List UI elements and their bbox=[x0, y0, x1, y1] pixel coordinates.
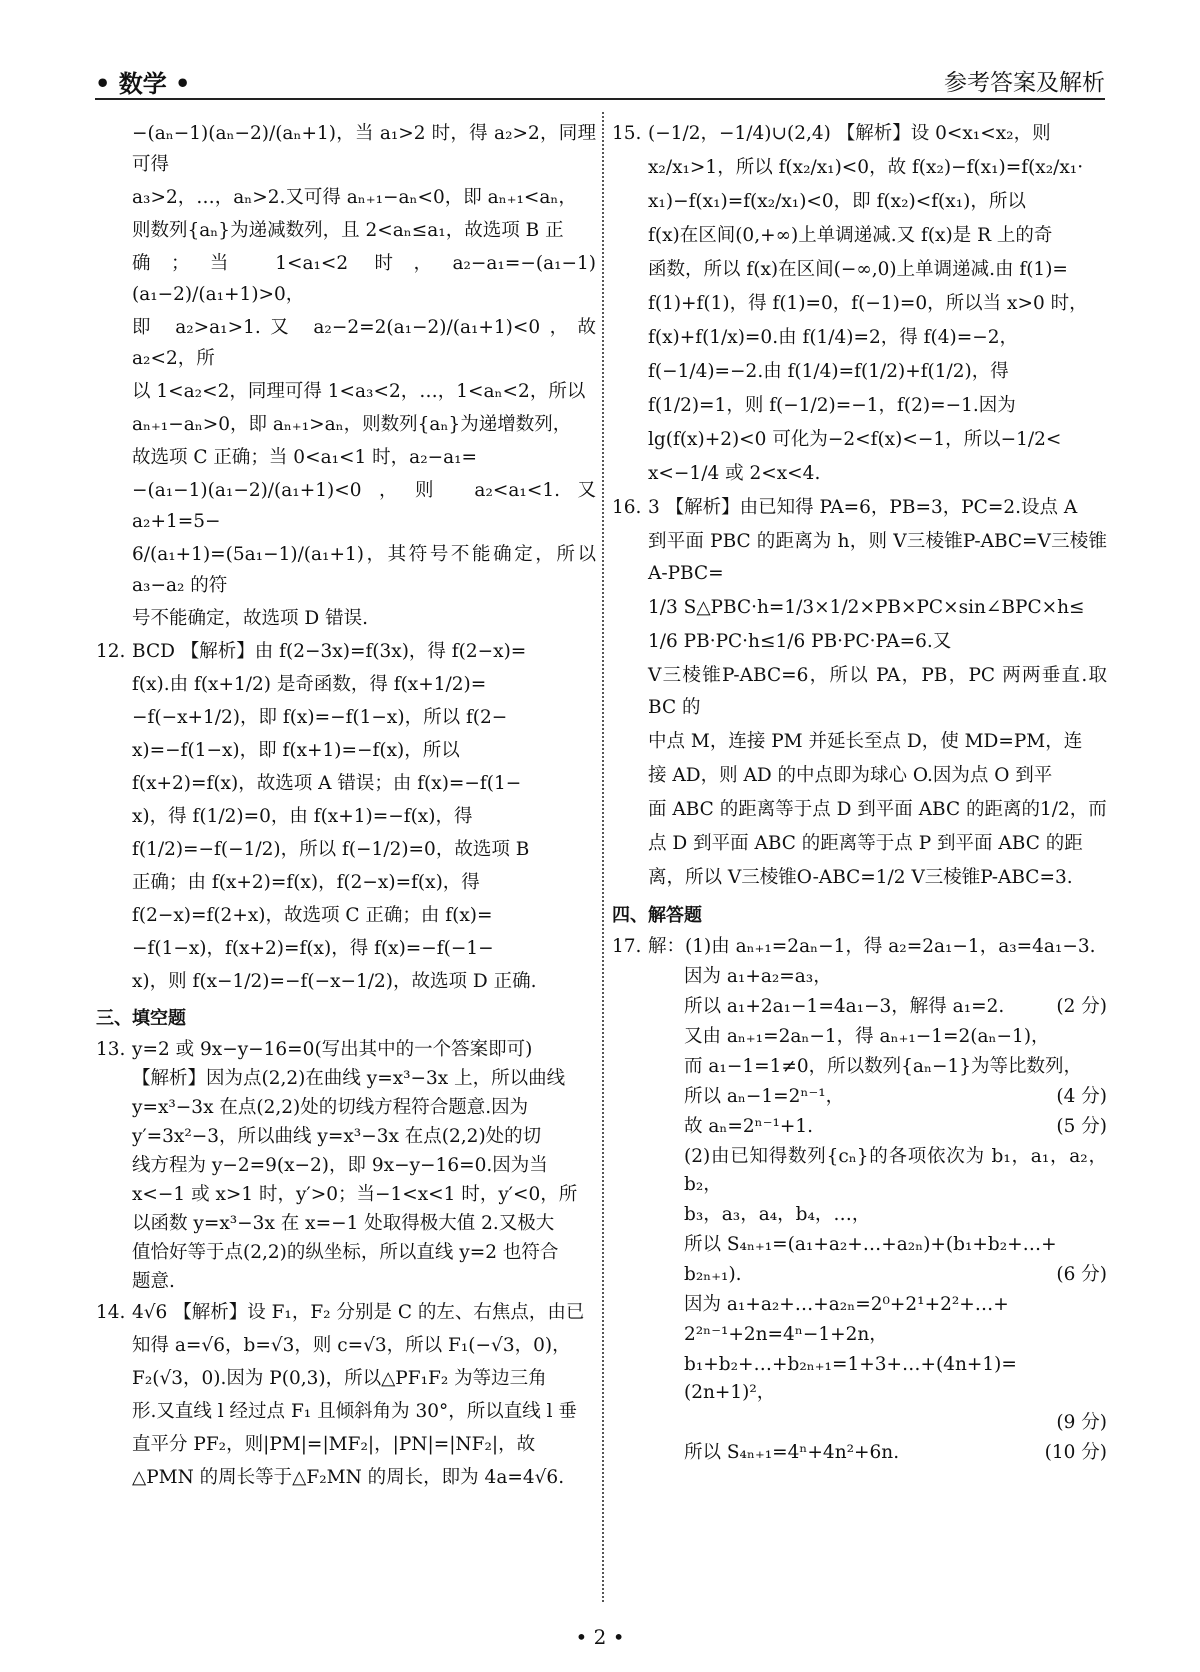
score-note: (6 分) bbox=[1056, 1264, 1107, 1285]
text-line: 1/6 PB·PC·h≤1/6 PB·PC·PA=6.又 bbox=[648, 631, 952, 652]
score-note: (5 分) bbox=[1056, 1116, 1107, 1137]
question-15 bbox=[612, 118, 1107, 490]
text-line: lg(f(x)+2)<0 可化为−2<f(x)<−1，所以−1/2< bbox=[648, 429, 1062, 450]
text-line: 1/3 S△PBC·h=1/3×1/2×PB×PC×sin∠BPC×h≤ bbox=[648, 597, 1085, 618]
text-line: 题意. bbox=[132, 1271, 175, 1292]
text-line: 3 【解析】由已知得 PA=6，PB=3，PC=2.设点 A bbox=[648, 497, 1078, 518]
text-line: 6/(a₁+1)=(5a₁−1)/(a₁+1)，其符号不能确定，所以 a₃−a₂ 的符 bbox=[132, 544, 596, 596]
text-line: b₂ₙ₊₁). bbox=[684, 1264, 742, 1285]
text-line: 则数列{aₙ}为递减数列，且 2<aₙ≤a₁，故选项 B 正 bbox=[132, 220, 564, 241]
text-line: 面 ABC 的距离等于点 D 到平面 ABC 的距离的1/2，而 bbox=[648, 799, 1107, 820]
question-13 bbox=[96, 1036, 596, 1295]
text-line: 以函数 y=x³−3x 在 x=−1 处取得极大值 2.又极大 bbox=[132, 1213, 555, 1234]
question-number: 13. bbox=[96, 1039, 126, 1060]
text-line: 所以 a₁+2a₁−1=4a₁−3，解得 a₁=2. bbox=[684, 996, 1005, 1017]
text-line: 故选项 C 正确；当 0<a₁<1 时，a₂−a₁= bbox=[132, 447, 478, 468]
text-line: 所以 S₄ₙ₊₁=4ⁿ+4n²+6n. bbox=[684, 1442, 900, 1463]
text-line: 而 a₁−1=1≠0，所以数列{aₙ−1}为等比数列， bbox=[684, 1056, 1082, 1077]
question-number: 17. bbox=[612, 936, 642, 957]
text-line: b₃，a₃，a₄，b₄，…， bbox=[684, 1204, 871, 1225]
q11-continuation bbox=[96, 118, 596, 634]
question-17 bbox=[612, 933, 1107, 1467]
score-note: (4 分) bbox=[1056, 1086, 1107, 1107]
question-number: 15. bbox=[612, 123, 642, 144]
question-16 bbox=[612, 492, 1107, 894]
text-line: 函数，所以 f(x)在区间(−∞,0)上单调递减.由 f(1)= bbox=[648, 259, 1068, 280]
left-column bbox=[96, 118, 596, 1495]
question-14 bbox=[96, 1297, 596, 1493]
page-header bbox=[95, 58, 1105, 100]
text-line: y=x³−3x 在点(2,2)处的切线方程符合题意.因为 bbox=[132, 1097, 529, 1118]
text-line: 点 D 到平面 ABC 的距离等于点 P 到平面 ABC 的距 bbox=[648, 833, 1083, 854]
question-number: 12. bbox=[96, 641, 126, 662]
text-line: aₙ₊₁−aₙ>0，即 aₙ₊₁>aₙ，则数列{aₙ}为递增数列， bbox=[132, 414, 572, 435]
text-line: f(x+2)=f(x)，故选项 A 错误；由 f(x)=−f(1− bbox=[132, 773, 522, 794]
text-line: 形.又直线 l 经过点 F₁ 且倾斜角为 30°，所以直线 l 垂 bbox=[132, 1401, 577, 1422]
page-number: • 2 • bbox=[575, 1625, 625, 1649]
text-line: f(x)在区间(0,+∞)上单调递减.又 f(x)是 R 上的奇 bbox=[648, 225, 1053, 246]
text-line: y′=3x²−3，所以曲线 y=x³−3x 在点(2,2)处的切 bbox=[132, 1126, 542, 1147]
text-line: BCD 【解析】由 f(2−3x)=f(3x)，得 f(2−x)= bbox=[132, 641, 527, 662]
text-line: 即 a₂>a₁>1.又 a₂−2=2(a₁−2)/(a₁+1)<0，故 a₂<2，所 bbox=[132, 317, 596, 369]
text-line: F₂(√3，0).因为 P(0,3)，所以△PF₁F₂ 为等边三角 bbox=[132, 1368, 547, 1389]
score-note: (2 分) bbox=[1056, 996, 1107, 1017]
text-line: f(−1/4)=−2.由 f(1/4)=f(1/2)+f(1/2)，得 bbox=[648, 361, 1009, 382]
text-line: f(1/2)=1，则 f(−1/2)=−1，f(2)=−1.因为 bbox=[648, 395, 1016, 416]
text-line: 中点 M，连接 PM 并延长至点 D，使 MD=PM，连 bbox=[648, 731, 1083, 752]
text-line: f(1/2)=−f(−1/2)，所以 f(−1/2)=0，故选项 B bbox=[132, 839, 530, 860]
text-line: x<−1/4 或 2<x<4. bbox=[648, 463, 821, 484]
text-line: 【解析】因为点(2,2)在曲线 y=x³−3x 上，所以曲线 bbox=[132, 1068, 566, 1089]
text-line: 以 1<a₂<2，同理可得 1<a₃<2，…，1<aₙ<2，所以 bbox=[132, 381, 586, 402]
text-line: f(1)+f(1)，得 f(1)=0，f(−1)=0，所以当 x>0 时， bbox=[648, 293, 1088, 314]
question-number: 14. bbox=[96, 1302, 126, 1323]
score-note: (10 分) bbox=[1044, 1442, 1107, 1463]
text-line: 正确；由 f(x+2)=f(x)，f(2−x)=f(x)，得 bbox=[132, 872, 480, 893]
text-line: a₃>2，…，aₙ>2.又可得 aₙ₊₁−aₙ<0，即 aₙ₊₁<aₙ， bbox=[132, 187, 577, 208]
section-heading-solutions: 四、解答题 bbox=[612, 905, 702, 926]
right-column bbox=[612, 118, 1107, 1469]
text-line: 号不能确定，故选项 D 错误. bbox=[132, 608, 368, 629]
text-line: 2²ⁿ⁻¹+2n=4ⁿ−1+2n， bbox=[684, 1324, 888, 1345]
text-line: x)，则 f(x−1/2)=−f(−x−1/2)，故选项 D 正确. bbox=[132, 971, 537, 992]
text-line: f(x).由 f(x+1/2) 是奇函数，得 f(x+1/2)= bbox=[132, 674, 487, 695]
text-line: 所以 S₄ₙ₊₁=(a₁+a₂+…+a₂ₙ)+(b₁+b₂+…+ bbox=[684, 1234, 1057, 1255]
text-line: 线方程为 y−2=9(x−2)，即 9x−y−16=0.因为当 bbox=[132, 1155, 548, 1176]
text-line: 4√6 【解析】设 F₁，F₂ 分别是 C 的左、右焦点，由已 bbox=[132, 1302, 585, 1323]
text-line: x<−1 或 x>1 时，y′>0；当−1<x<1 时，y′<0，所 bbox=[132, 1184, 578, 1205]
header-title: 参考答案及解析 bbox=[944, 70, 1105, 96]
text-line: 又由 aₙ₊₁=2aₙ−1，得 aₙ₊₁−1=2(aₙ−1)， bbox=[684, 1026, 1050, 1047]
question-number: 16. bbox=[612, 497, 642, 518]
text-line: 故 aₙ=2ⁿ⁻¹+1. bbox=[684, 1116, 814, 1137]
column-divider bbox=[602, 112, 604, 1602]
text-line: −(aₙ−1)(aₙ−2)/(aₙ+1)，当 a₁>2 时，得 a₂>2，同理可得 bbox=[132, 123, 596, 175]
text-line: (−1/2，−1/4)∪(2,4) 【解析】设 0<x₁<x₂，则 bbox=[648, 123, 1051, 144]
text-line: 离，所以 V三棱锥O-ABC=1/2 V三棱锥P-ABC=3. bbox=[648, 867, 1073, 888]
question-12 bbox=[96, 636, 596, 997]
score-note: (9 分) bbox=[1056, 1412, 1107, 1433]
section-heading-fill-in: 三、填空题 bbox=[96, 1008, 186, 1029]
text-line: −f(−x+1/2)，即 f(x)=−f(1−x)，所以 f(2− bbox=[132, 707, 508, 728]
text-line: −(a₁−1)(a₁−2)/(a₁+1)<0，则 a₂<a₁<1.又 a₂+1=5− bbox=[132, 480, 596, 532]
text-line: 所以 aₙ−1=2ⁿ⁻¹， bbox=[684, 1086, 845, 1107]
text-line: f(2−x)=f(2+x)，故选项 C 正确；由 f(x)= bbox=[132, 905, 493, 926]
text-line: 解：(1)由 aₙ₊₁=2aₙ−1，得 a₂=2a₁−1，a₃=4a₁−3. bbox=[648, 936, 1096, 957]
text-line: 确；当 1<a₁<2 时，a₂−a₁=−(a₁−1)(a₁−2)/(a₁+1)>0， bbox=[132, 253, 596, 305]
text-line: 到平面 PBC 的距离为 h，则 V三棱锥P-ABC=V三棱锥A-PBC= bbox=[648, 531, 1107, 584]
text-line: x₂/x₁>1，所以 f(x₂/x₁)<0，故 f(x₂)−f(x₁)=f(x₂/x₁· bbox=[648, 157, 1084, 178]
text-line: 直平分 PF₂，则|PM|=|MF₂|，|PN|=|NF₂|，故 bbox=[132, 1434, 536, 1455]
text-line: −f(1−x)，f(x+2)=f(x)，得 f(x)=−f(−1− bbox=[132, 938, 494, 959]
text-line: y=2 或 9x−y−16=0(写出其中的一个答案即可) bbox=[132, 1039, 533, 1060]
text-line: V三棱锥P-ABC=6，所以 PA，PB，PC 两两垂直.取 BC 的 bbox=[648, 665, 1107, 718]
text-line: 值恰好等于点(2,2)的纵坐标，所以直线 y=2 也符合 bbox=[132, 1242, 559, 1263]
text-line: b₁+b₂+…+b₂ₙ₊₁=1+3+…+(4n+1)=(2n+1)²， bbox=[684, 1354, 1017, 1403]
text-line: 因为 a₁+a₂=a₃， bbox=[684, 966, 832, 987]
subject-label: • 数学 • bbox=[95, 69, 191, 98]
text-line: 知得 a=√6，b=√3，则 c=√3，所以 F₁(−√3，0)， bbox=[132, 1335, 571, 1356]
text-line: x)=−f(1−x)，即 f(x+1)=−f(x)，所以 bbox=[132, 740, 460, 761]
text-line: 因为 a₁+a₂+…+a₂ₙ=2⁰+2¹+2²+…+ bbox=[684, 1294, 1009, 1315]
text-line: x)，得 f(1/2)=0，由 f(x+1)=−f(x)，得 bbox=[132, 806, 473, 827]
text-line: (2)由已知得数列{cₙ}的各项依次为 b₁，a₁，a₂，b₂， bbox=[684, 1146, 1107, 1195]
text-line: f(x)+f(1/x)=0.由 f(1/4)=2，得 f(4)=−2， bbox=[648, 327, 1019, 348]
text-line: x₁)−f(x₁)=f(x₂/x₁)<0，即 f(x₂)<f(x₁)，所以 bbox=[648, 191, 1026, 212]
text-line: 接 AD，则 AD 的中点即为球心 O.因为点 O 到平 bbox=[648, 765, 1053, 786]
text-line: △PMN 的周长等于△F₂MN 的周长，即为 4a=4√6. bbox=[132, 1467, 565, 1488]
